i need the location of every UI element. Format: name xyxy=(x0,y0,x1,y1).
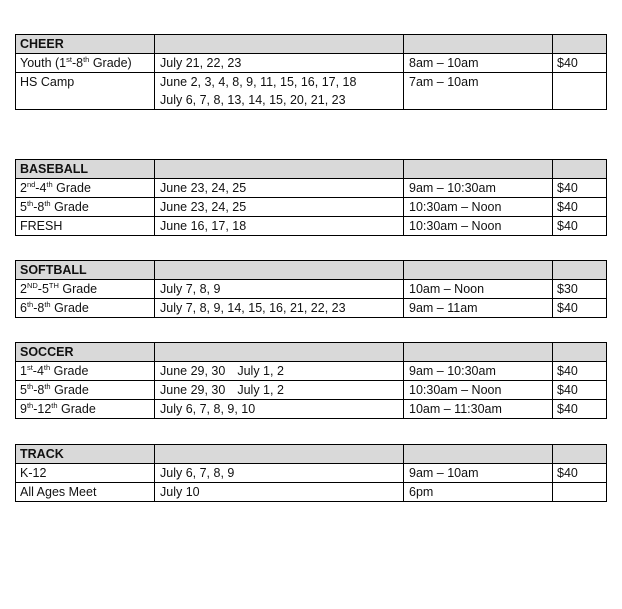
dates-line: June 2, 3, 4, 8, 9, 11, 15, 16, 17, 18 xyxy=(160,75,357,89)
dates-cell: July 7, 8, 9, 14, 15, 16, 21, 22, 23 xyxy=(155,299,404,318)
price-cell: $40 xyxy=(553,381,607,400)
dates-cell: July 6, 7, 8, 9 xyxy=(155,464,404,483)
header-cell xyxy=(404,160,553,179)
time-cell: 6pm xyxy=(404,483,553,502)
table-row xyxy=(16,381,607,400)
baseball-table xyxy=(15,159,607,236)
grade-cell: 5th-8th Grade xyxy=(16,381,155,400)
table-row xyxy=(16,73,607,110)
dates-cell: June 29, 30 July 1, 2 xyxy=(155,381,404,400)
cheer-table xyxy=(15,34,607,110)
header-cell xyxy=(155,160,404,179)
table-row xyxy=(16,179,607,198)
section-title: BASEBALL xyxy=(16,160,155,179)
time-cell: 10am – Noon xyxy=(404,280,553,299)
price-cell: $30 xyxy=(553,280,607,299)
grade-cell: 1st-4th Grade xyxy=(16,362,155,381)
table-row xyxy=(16,464,607,483)
section-title: TRACK xyxy=(16,445,155,464)
grade-cell: 2nd-4th Grade xyxy=(16,179,155,198)
time-cell: 9am – 10:30am xyxy=(404,362,553,381)
table-row xyxy=(16,299,607,318)
grade-cell: Youth (1st-8th Grade) xyxy=(16,54,155,73)
header-cell xyxy=(155,35,404,54)
price-cell: $40 xyxy=(553,179,607,198)
dates-cell: June 16, 17, 18 xyxy=(155,217,404,236)
header-cell xyxy=(404,35,553,54)
dates-cell: July 21, 22, 23 xyxy=(155,54,404,73)
section-header xyxy=(16,35,607,54)
softball-table xyxy=(15,260,607,318)
time-cell: 8am – 10am xyxy=(404,54,553,73)
dates-cell: June 23, 24, 25 xyxy=(155,198,404,217)
table-row xyxy=(16,54,607,73)
section-header xyxy=(16,445,607,464)
dates-cell: July 10 xyxy=(155,483,404,502)
track-table xyxy=(15,444,607,502)
section-header xyxy=(16,343,607,362)
price-cell: $40 xyxy=(553,217,607,236)
grade-cell: FRESH xyxy=(16,217,155,236)
table-row xyxy=(16,198,607,217)
grade-cell: 5th-8th Grade xyxy=(16,198,155,217)
price-cell: $40 xyxy=(553,198,607,217)
header-cell xyxy=(553,343,607,362)
table-row xyxy=(16,483,607,502)
price-cell xyxy=(553,73,607,110)
header-cell xyxy=(553,261,607,280)
price-cell: $40 xyxy=(553,464,607,483)
table-row xyxy=(16,362,607,381)
grade-cell: 6th-8th Grade xyxy=(16,299,155,318)
table-row xyxy=(16,280,607,299)
time-cell: 9am – 11am xyxy=(404,299,553,318)
time-cell: 10:30am – Noon xyxy=(404,198,553,217)
header-cell xyxy=(404,261,553,280)
price-cell: $40 xyxy=(553,400,607,419)
dates-cell: July 6, 7, 8, 9, 10 xyxy=(155,400,404,419)
section-title: CHEER xyxy=(16,35,155,54)
time-cell: 10:30am – Noon xyxy=(404,217,553,236)
section-header xyxy=(16,160,607,179)
grade-cell: All Ages Meet xyxy=(16,483,155,502)
soccer-table xyxy=(15,342,607,419)
header-cell xyxy=(553,445,607,464)
grade-cell: 9th-12th Grade xyxy=(16,400,155,419)
time-cell: 7am – 10am xyxy=(404,73,553,110)
dates-cell: June 29, 30 July 1, 2 xyxy=(155,362,404,381)
dates-cell xyxy=(155,73,404,110)
header-cell xyxy=(404,445,553,464)
price-cell: $40 xyxy=(553,299,607,318)
price-cell: $40 xyxy=(553,54,607,73)
section-title: SOCCER xyxy=(16,343,155,362)
time-cell: 9am – 10am xyxy=(404,464,553,483)
header-cell xyxy=(553,35,607,54)
header-cell xyxy=(155,261,404,280)
price-cell: $40 xyxy=(553,362,607,381)
price-cell xyxy=(553,483,607,502)
time-cell: 10:30am – Noon xyxy=(404,381,553,400)
header-cell xyxy=(404,343,553,362)
header-cell xyxy=(553,160,607,179)
table-row xyxy=(16,400,607,419)
time-cell: 9am – 10:30am xyxy=(404,179,553,198)
dates-cell: July 7, 8, 9 xyxy=(155,280,404,299)
section-title: SOFTBALL xyxy=(16,261,155,280)
grade-cell: 2ND-5TH Grade xyxy=(16,280,155,299)
time-cell: 10am – 11:30am xyxy=(404,400,553,419)
table-row xyxy=(16,217,607,236)
grade-cell: K-12 xyxy=(16,464,155,483)
header-cell xyxy=(155,343,404,362)
section-header xyxy=(16,261,607,280)
dates-cell: June 23, 24, 25 xyxy=(155,179,404,198)
dates-line: July 6, 7, 8, 13, 14, 15, 20, 21, 23 xyxy=(160,93,346,107)
header-cell xyxy=(155,445,404,464)
grade-cell: HS Camp xyxy=(16,73,155,110)
